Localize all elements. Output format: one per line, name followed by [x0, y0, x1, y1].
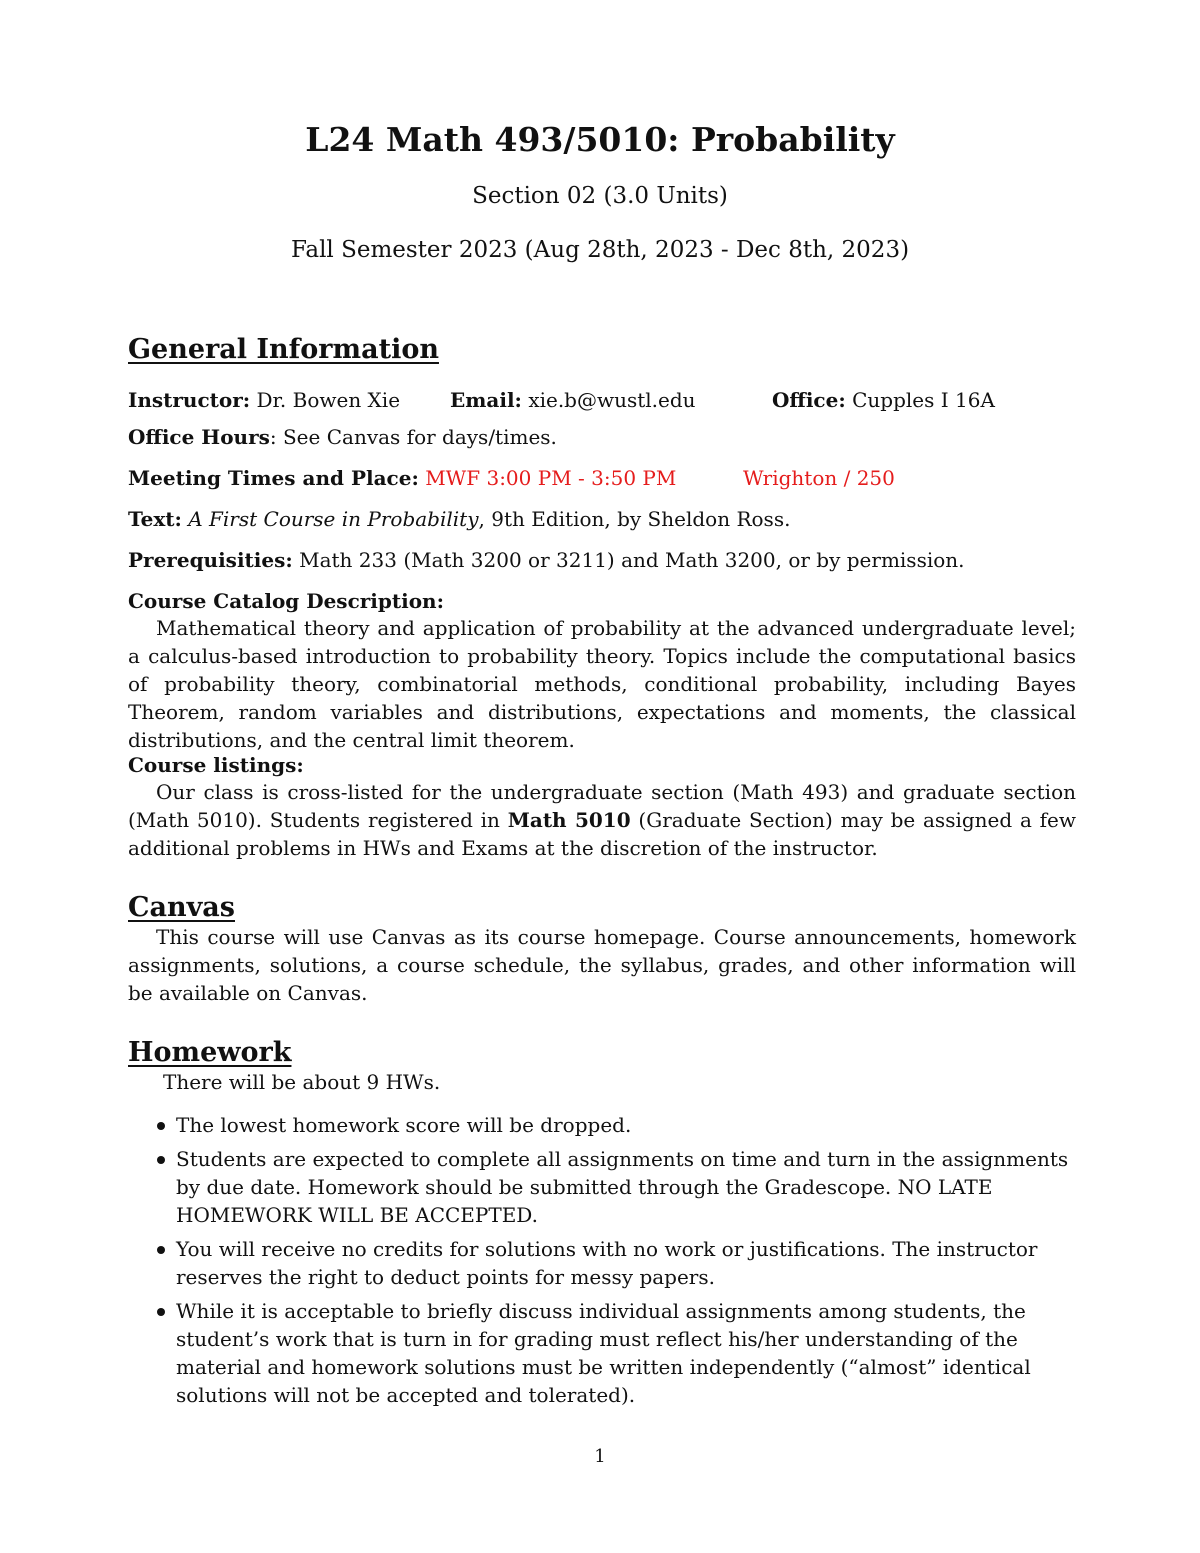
listings-bold-course: Math 5010	[507, 808, 631, 832]
course-listings-text	[128, 778, 1076, 862]
office-hours-colon: :	[269, 425, 277, 449]
prerequisites-row	[128, 546, 1078, 574]
course-section: Section 02 (3.0 Units)	[472, 183, 728, 209]
list-item: You will receive no credits for solutions with no work or justifications. The instructor reserves the right to deduct points for messy papers.	[128, 1235, 1078, 1291]
listings-text-part-2: (Graduate Section) may be assigned a few additional problems in HWs and Exams at the discretion of the instructor.	[128, 808, 1077, 860]
instructor-value: Dr. Bowen Xie	[256, 388, 401, 412]
canvas-heading: Canvas	[128, 892, 235, 923]
meeting-label: Meeting Times and Place:	[128, 466, 419, 490]
textbook-details: , 9th Edition, by Sheldon Ross.	[478, 507, 791, 531]
page-number: 1	[594, 1446, 606, 1467]
prerequisites-value: Math 233 (Math 3200 or 3211) and Math 3200, or by permission.	[299, 548, 965, 572]
catalog-description-label: Course Catalog Description:	[128, 589, 444, 613]
instructor-row	[128, 386, 1078, 414]
canvas-text: This course will use Canvas as its course homepage. Course announcements, homework assignments, solutions, a course schedule, the syllabus, grades, and other information will be available on Canvas.	[128, 925, 1076, 1005]
general-information-heading: General Information	[128, 334, 439, 365]
listings-text-part-1: Our class is cross-listed for the undergraduate section (Math 493) and graduate section (Math 5010). Students registered in	[128, 780, 1076, 832]
list-item: Students are expected to complete all assignments on time and turn in the assignments by due date. Homework should be submitted through the Gradescope. NO LATE HOMEWORK WILL BE ACCEPTED.	[128, 1145, 1078, 1229]
email-link[interactable]: xie.b@wustl.edu	[528, 388, 696, 412]
text-label: Text:	[128, 507, 182, 531]
office-group	[772, 386, 995, 414]
list-item: While it is acceptable to briefly discuss individual assignments among students, the student’s work that is turn in for grading must reflect his/her understanding of the material and homework solutions must be written independently (“almost” identical solutions will not be accepted and tolerated).	[128, 1297, 1078, 1409]
textbook-title: A First Course in Probability	[188, 507, 479, 531]
course-title: L24 Math 493/5010: Probability	[305, 120, 895, 159]
instructor-label: Instructor:	[128, 388, 251, 412]
course-semester: Fall Semester 2023 (Aug 28th, 2023 - Dec 8th, 2023)	[290, 237, 910, 263]
list-item: The lowest homework score will be dropped.	[128, 1111, 1078, 1139]
office-hours-label: Office Hours	[128, 425, 270, 449]
office-value: Cupples I 16A	[852, 388, 995, 412]
email-group	[450, 386, 696, 414]
office-label: Office:	[772, 388, 846, 412]
meeting-place: Wrighton / 250	[743, 466, 895, 490]
homework-rules-list	[128, 1111, 1078, 1415]
meeting-row	[128, 464, 1078, 492]
homework-heading: Homework	[128, 1037, 292, 1068]
text-row	[128, 505, 1078, 533]
office-hours-value: See Canvas for days/times.	[282, 425, 557, 449]
meeting-time: MWF 3:00 PM - 3:50 PM	[425, 466, 677, 490]
prerequisites-label: Prerequisities:	[128, 548, 293, 572]
office-hours-row	[128, 423, 1078, 451]
catalog-description-text: Mathematical theory and application of probability at the advanced undergraduate level; a calculus-based introduction to probability theory. Topics include the computational basics of probability theory, combinatorial methods, conditional probability, including Bayes Theorem, random variables and distributions, expectations and moments, the classical distributions, and the central limit theorem.	[128, 616, 1076, 752]
course-listings-label: Course listings:	[128, 753, 304, 777]
email-label: Email:	[450, 388, 522, 412]
homework-intro: There will be about 9 HWs.	[163, 1070, 441, 1094]
